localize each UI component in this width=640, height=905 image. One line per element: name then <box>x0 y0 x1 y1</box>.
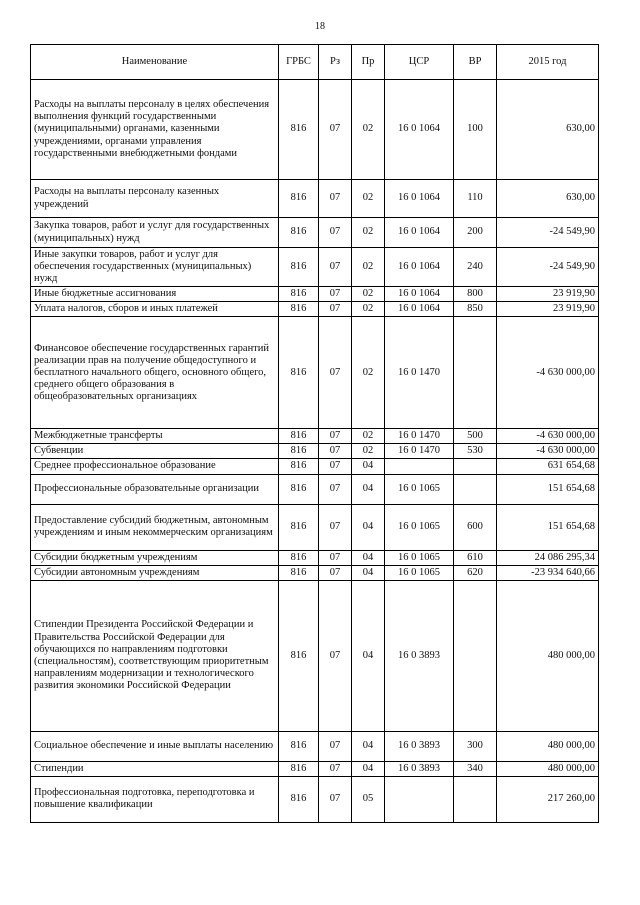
cell-rz: 07 <box>319 302 352 317</box>
cell-amount: -24 549,90 <box>497 218 599 248</box>
cell-csr: 16 0 1064 <box>385 80 454 180</box>
table-row <box>31 80 599 180</box>
cell-name: Субвенции <box>31 444 279 459</box>
cell-name: Финансовое обеспечение государственных гарантий реализации прав на получение общедоступного и бесплатного начального общего, основного общего, среднего общего образования в общеобразовательных организациях <box>31 317 279 429</box>
cell-name: Стипендии <box>31 761 279 776</box>
cell-vr: 340 <box>454 761 497 776</box>
cell-name: Стипендии Президента Российской Федерации и Правительства Российской Федерации для обучающихся по направлениям подготовки (специальностям), соответствующим приоритетным направлениям модернизации и технологического развития экономики Российской Федерации <box>31 580 279 731</box>
cell-pr: 02 <box>352 429 385 444</box>
cell-amount: 24 086 295,34 <box>497 550 599 565</box>
cell-grbs: 816 <box>279 761 319 776</box>
cell-grbs: 816 <box>279 180 319 218</box>
cell-rz: 07 <box>319 580 352 731</box>
cell-vr <box>454 317 497 429</box>
cell-rz: 07 <box>319 731 352 761</box>
cell-rz: 07 <box>319 761 352 776</box>
cell-amount: 23 919,90 <box>497 287 599 302</box>
cell-csr: 16 0 1470 <box>385 429 454 444</box>
cell-csr: 16 0 1064 <box>385 287 454 302</box>
cell-pr: 02 <box>352 287 385 302</box>
cell-name: Расходы на выплаты персоналу казенных учреждений <box>31 180 279 218</box>
cell-name: Иные закупки товаров, работ и услуг для обеспечения государственных (муниципальных) нужд <box>31 248 279 287</box>
header-csr: ЦСР <box>385 45 454 80</box>
table-row <box>31 317 599 429</box>
cell-name: Межбюджетные трансферты <box>31 429 279 444</box>
cell-grbs: 816 <box>279 565 319 580</box>
cell-pr: 02 <box>352 80 385 180</box>
cell-amount: 217 260,00 <box>497 776 599 822</box>
cell-grbs: 816 <box>279 218 319 248</box>
cell-amount: 630,00 <box>497 180 599 218</box>
cell-pr: 04 <box>352 731 385 761</box>
table-row <box>31 287 599 302</box>
cell-amount: 151 654,68 <box>497 504 599 550</box>
cell-csr: 16 0 1065 <box>385 474 454 504</box>
cell-name: Субсидии автономным учреждениям <box>31 565 279 580</box>
cell-amount: -4 630 000,00 <box>497 429 599 444</box>
header-name: Наименование <box>31 45 279 80</box>
table-row <box>31 550 599 565</box>
cell-name: Среднее профессиональное образование <box>31 459 279 474</box>
cell-rz: 07 <box>319 504 352 550</box>
cell-name: Уплата налогов, сборов и иных платежей <box>31 302 279 317</box>
cell-csr: 16 0 1064 <box>385 218 454 248</box>
table-row <box>31 218 599 248</box>
cell-name: Расходы на выплаты персоналу в целях обеспечения выполнения функций государственными (муниципальными) органами, казенными учреждениями, органами управления государственными внебюджетными фондами <box>31 80 279 180</box>
table-row <box>31 248 599 287</box>
table-row <box>31 731 599 761</box>
cell-name: Иные бюджетные ассигнования <box>31 287 279 302</box>
cell-amount: 631 654,68 <box>497 459 599 474</box>
cell-csr: 16 0 1065 <box>385 565 454 580</box>
cell-csr: 16 0 3893 <box>385 731 454 761</box>
cell-rz: 07 <box>319 444 352 459</box>
table-row <box>31 459 599 474</box>
cell-pr: 02 <box>352 302 385 317</box>
cell-grbs: 816 <box>279 287 319 302</box>
cell-grbs: 816 <box>279 429 319 444</box>
cell-rz: 07 <box>319 218 352 248</box>
cell-amount: -23 934 640,66 <box>497 565 599 580</box>
cell-vr <box>454 459 497 474</box>
cell-name: Предоставление субсидий бюджетным, автономным учреждениям и иным некоммерческим организациям <box>31 504 279 550</box>
cell-amount: -4 630 000,00 <box>497 444 599 459</box>
cell-name: Закупка товаров, работ и услуг для государственных (муниципальных) нужд <box>31 218 279 248</box>
cell-vr: 500 <box>454 429 497 444</box>
cell-grbs: 816 <box>279 731 319 761</box>
cell-vr: 610 <box>454 550 497 565</box>
cell-vr: 620 <box>454 565 497 580</box>
cell-vr: 300 <box>454 731 497 761</box>
table-row <box>31 565 599 580</box>
cell-rz: 07 <box>319 776 352 822</box>
cell-csr: 16 0 1064 <box>385 180 454 218</box>
cell-rz: 07 <box>319 287 352 302</box>
cell-amount: -24 549,90 <box>497 248 599 287</box>
cell-csr: 16 0 1065 <box>385 550 454 565</box>
cell-grbs: 816 <box>279 580 319 731</box>
cell-pr: 02 <box>352 248 385 287</box>
table-row <box>31 504 599 550</box>
cell-pr: 02 <box>352 218 385 248</box>
cell-vr: 110 <box>454 180 497 218</box>
table-row <box>31 580 599 731</box>
cell-csr: 16 0 3893 <box>385 761 454 776</box>
cell-grbs: 816 <box>279 80 319 180</box>
cell-amount: 630,00 <box>497 80 599 180</box>
cell-pr: 02 <box>352 180 385 218</box>
header-vr: ВР <box>454 45 497 80</box>
cell-rz: 07 <box>319 180 352 218</box>
cell-name: Профессиональные образовательные организации <box>31 474 279 504</box>
table-row <box>31 444 599 459</box>
cell-grbs: 816 <box>279 474 319 504</box>
cell-vr <box>454 776 497 822</box>
cell-rz: 07 <box>319 459 352 474</box>
cell-pr: 02 <box>352 444 385 459</box>
cell-vr: 800 <box>454 287 497 302</box>
cell-pr: 04 <box>352 761 385 776</box>
cell-vr: 200 <box>454 218 497 248</box>
cell-amount: 480 000,00 <box>497 731 599 761</box>
cell-rz: 07 <box>319 80 352 180</box>
cell-pr: 02 <box>352 317 385 429</box>
header-rz: Рз <box>319 45 352 80</box>
cell-vr <box>454 474 497 504</box>
cell-csr: 16 0 1065 <box>385 504 454 550</box>
header-pr: Пр <box>352 45 385 80</box>
cell-vr: 600 <box>454 504 497 550</box>
cell-amount: 151 654,68 <box>497 474 599 504</box>
cell-pr: 04 <box>352 550 385 565</box>
cell-rz: 07 <box>319 550 352 565</box>
cell-pr: 04 <box>352 474 385 504</box>
cell-vr: 530 <box>454 444 497 459</box>
cell-amount: 480 000,00 <box>497 761 599 776</box>
cell-vr: 850 <box>454 302 497 317</box>
cell-pr: 04 <box>352 565 385 580</box>
cell-rz: 07 <box>319 317 352 429</box>
cell-grbs: 816 <box>279 776 319 822</box>
cell-csr <box>385 459 454 474</box>
cell-grbs: 816 <box>279 444 319 459</box>
cell-name: Субсидии бюджетным учреждениям <box>31 550 279 565</box>
cell-grbs: 816 <box>279 317 319 429</box>
cell-grbs: 816 <box>279 302 319 317</box>
cell-vr: 240 <box>454 248 497 287</box>
table-row <box>31 429 599 444</box>
cell-csr: 16 0 1470 <box>385 444 454 459</box>
cell-name: Профессиональная подготовка, переподготовка и повышение квалификации <box>31 776 279 822</box>
cell-csr: 16 0 1064 <box>385 248 454 287</box>
cell-rz: 07 <box>319 565 352 580</box>
cell-amount: 23 919,90 <box>497 302 599 317</box>
cell-grbs: 816 <box>279 459 319 474</box>
table-row <box>31 474 599 504</box>
table-row <box>31 302 599 317</box>
budget-table <box>30 44 599 823</box>
table-header-row <box>31 45 599 80</box>
cell-name: Социальное обеспечение и иные выплаты населению <box>31 731 279 761</box>
cell-csr <box>385 776 454 822</box>
cell-vr: 100 <box>454 80 497 180</box>
header-amount: 2015 год <box>497 45 599 80</box>
cell-amount: -4 630 000,00 <box>497 317 599 429</box>
cell-amount: 480 000,00 <box>497 580 599 731</box>
cell-grbs: 816 <box>279 504 319 550</box>
cell-csr: 16 0 3893 <box>385 580 454 731</box>
header-grbs: ГРБС <box>279 45 319 80</box>
cell-rz: 07 <box>319 474 352 504</box>
cell-csr: 16 0 1470 <box>385 317 454 429</box>
cell-grbs: 816 <box>279 248 319 287</box>
table-row <box>31 180 599 218</box>
cell-pr: 05 <box>352 776 385 822</box>
cell-grbs: 816 <box>279 550 319 565</box>
table-row <box>31 761 599 776</box>
cell-rz: 07 <box>319 429 352 444</box>
cell-pr: 04 <box>352 459 385 474</box>
cell-pr: 04 <box>352 580 385 731</box>
cell-csr: 16 0 1064 <box>385 302 454 317</box>
table-row <box>31 776 599 822</box>
cell-rz: 07 <box>319 248 352 287</box>
page-number: 18 <box>315 21 325 32</box>
cell-vr <box>454 580 497 731</box>
cell-pr: 04 <box>352 504 385 550</box>
